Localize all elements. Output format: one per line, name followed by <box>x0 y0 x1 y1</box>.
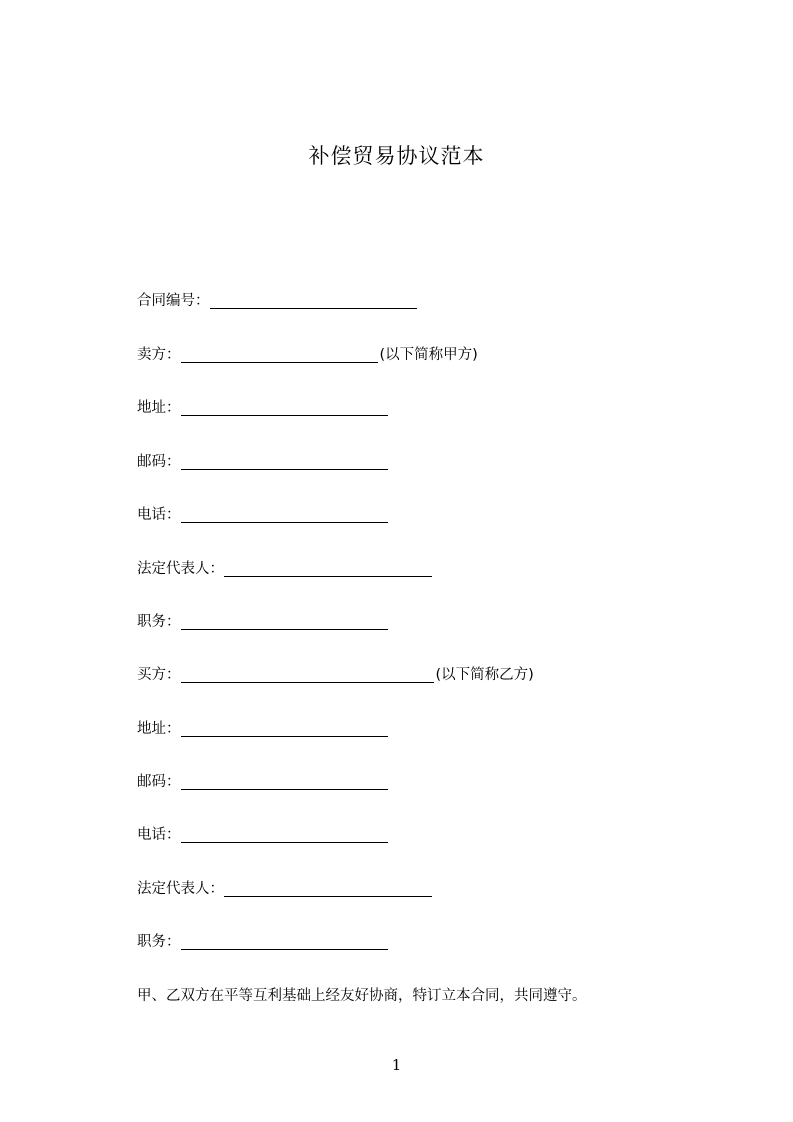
contract-number-field <box>137 289 417 313</box>
buyer-legal-rep-field <box>137 877 432 901</box>
fill-in-blank <box>181 398 388 416</box>
fill-in-blank <box>181 719 388 737</box>
field-label: 电话： <box>137 827 181 843</box>
field-label: 买方： <box>137 667 181 683</box>
fill-in-blank <box>210 291 417 309</box>
field-label: 地址： <box>137 400 181 416</box>
fill-in-blank <box>224 879 432 897</box>
buyer-title-field <box>137 930 388 954</box>
fill-in-blank <box>224 559 432 577</box>
seller-postcode-field <box>137 450 388 474</box>
fill-in-blank <box>181 345 378 363</box>
field-label: 邮码： <box>137 454 181 470</box>
fill-in-blank <box>181 612 388 630</box>
field-label: 合同编号： <box>137 293 210 309</box>
seller-phone-field <box>137 503 388 527</box>
fill-in-blank <box>181 932 388 950</box>
field-label: 职务： <box>137 934 181 950</box>
fill-in-blank <box>181 452 388 470</box>
page-number: 1 <box>391 1056 402 1074</box>
field-label: 法定代表人： <box>137 881 224 897</box>
document-title: 补偿贸易协议范本 <box>308 144 485 168</box>
field-label: 法定代表人： <box>137 561 224 577</box>
buyer-address-field <box>137 717 388 741</box>
seller-title-field <box>137 610 388 634</box>
field-suffix: (以下简称甲方) <box>379 347 478 363</box>
seller-field <box>137 343 478 367</box>
fill-in-blank <box>181 825 388 843</box>
field-label: 邮码： <box>137 774 181 790</box>
fill-in-blank <box>181 505 388 523</box>
buyer-postcode-field <box>137 770 388 794</box>
field-label: 电话： <box>137 507 181 523</box>
buyer-phone-field <box>137 823 388 847</box>
field-suffix: (以下简称乙方) <box>435 667 534 683</box>
seller-legal-rep-field <box>137 557 432 581</box>
field-label: 职务： <box>137 614 181 630</box>
field-label: 地址： <box>137 721 181 737</box>
fill-in-blank <box>181 665 434 683</box>
buyer-field <box>137 663 534 687</box>
fill-in-blank <box>181 772 388 790</box>
field-label: 卖方： <box>137 347 181 363</box>
agreement-paragraph: 甲、乙双方在平等互利基础上经友好协商，特订立本合同，共同遵守。 <box>137 988 587 1004</box>
seller-address-field <box>137 396 388 420</box>
